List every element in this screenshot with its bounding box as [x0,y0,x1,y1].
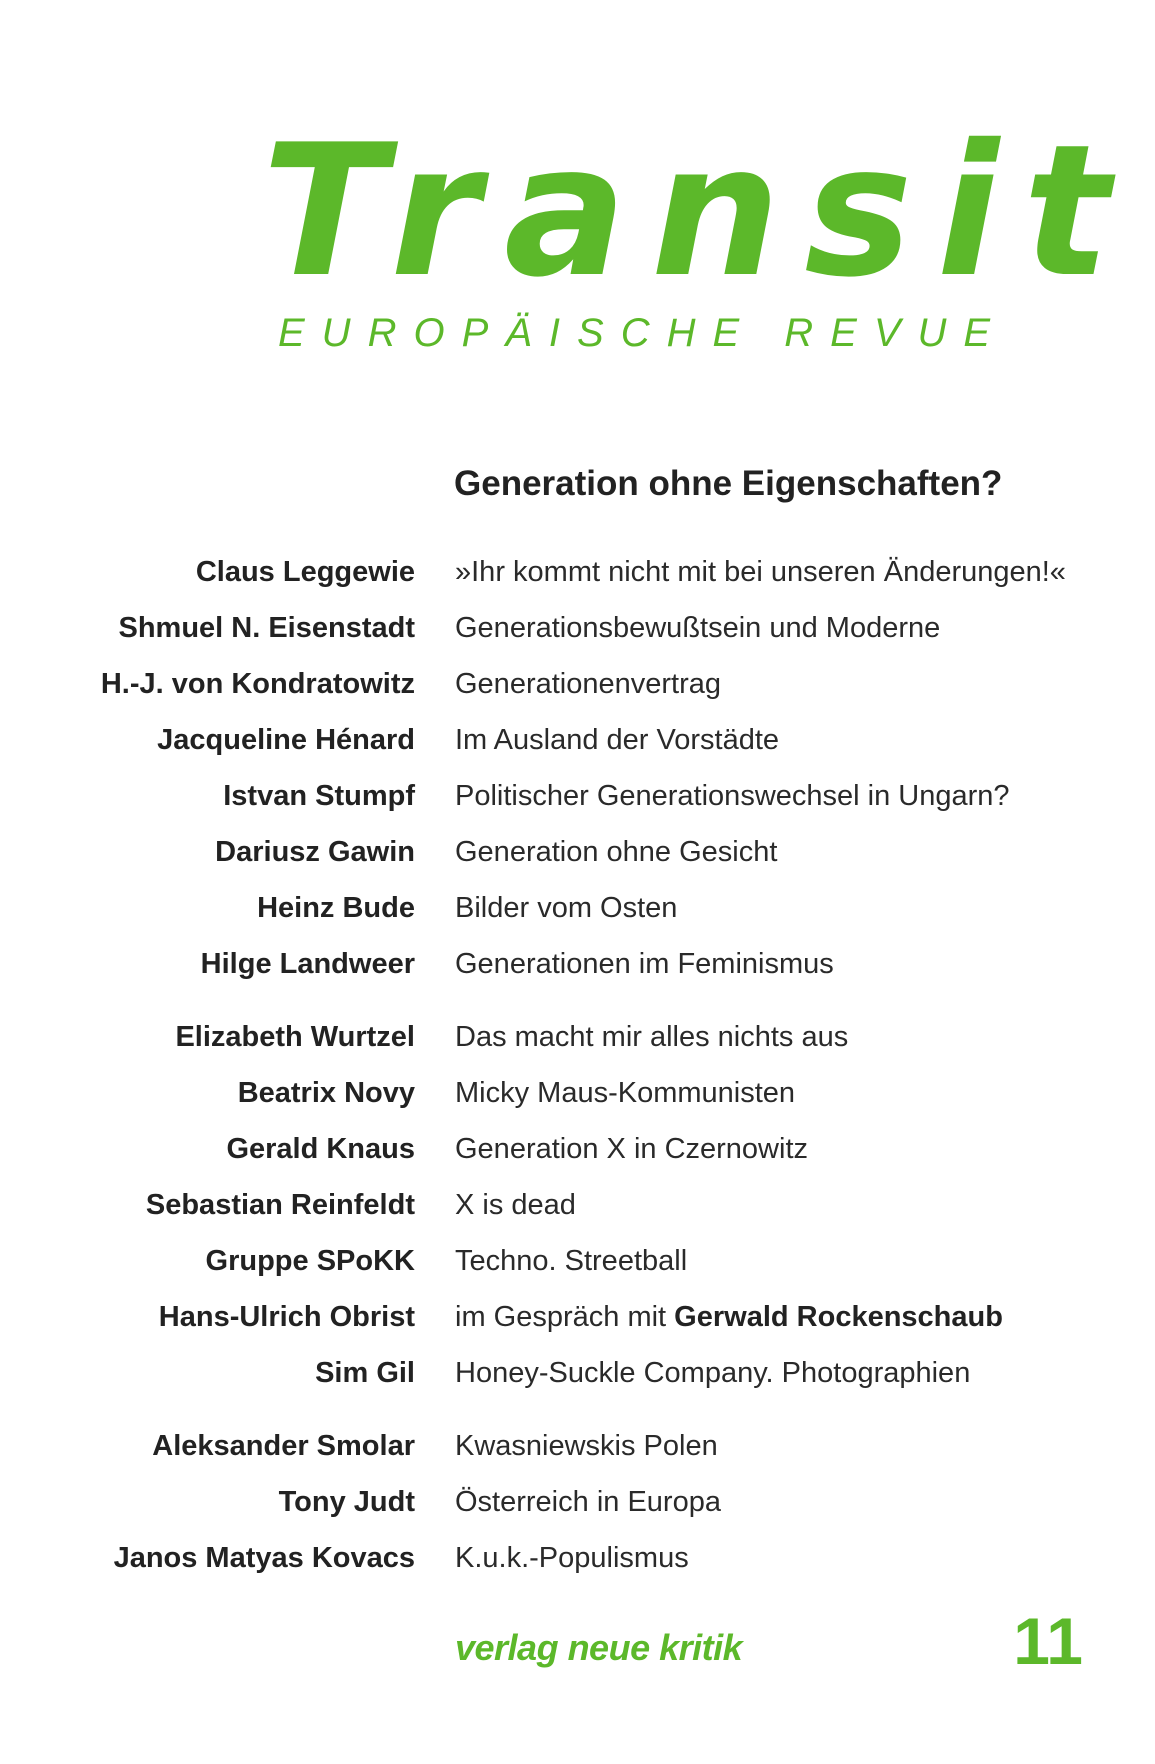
toc-row [0,720,1155,760]
toc-row [0,608,1155,648]
toc-article-title: Micky Maus-Kommunisten [455,1077,796,1109]
toc-author: Hilge Landweer [200,948,415,980]
toc-author: Jacqueline Hénard [157,724,415,756]
publisher-name: verlag neue kritik [455,1627,743,1668]
toc-article-title: Generationsbewußtsein und Moderne [455,612,941,644]
toc-author: Istvan Stumpf [223,780,415,812]
toc-row [0,552,1155,592]
toc-author: Sim Gil [315,1357,415,1389]
toc-article-title: Generationen im Feminismus [455,948,834,980]
toc-row [0,1241,1155,1281]
toc-article-title: Politischer Generationswechsel in Ungarn? [455,780,1010,812]
toc-row [0,1482,1155,1522]
toc-author: Gerald Knaus [226,1133,415,1165]
toc-row [0,1073,1155,1113]
toc-article-title: Bilder vom Osten [455,892,678,924]
journal-title: Transit [262,105,1135,317]
toc-row [0,832,1155,872]
toc-row [0,1538,1155,1578]
toc-article-title: Honey-Suckle Company. Photographien [455,1357,971,1389]
toc-article-title: X is dead [455,1189,576,1221]
toc-author: Janos Matyas Kovacs [113,1542,415,1574]
toc-article-title: Generation X in Czernowitz [455,1133,808,1165]
toc-article-title: Techno. Streetball [455,1245,688,1277]
toc-article-title: Generation ohne Gesicht [455,836,778,868]
toc-row [0,1017,1155,1057]
toc-row [0,944,1155,984]
toc-author: Dariusz Gawin [215,836,415,868]
toc-article-title: Österreich in Europa [455,1486,721,1518]
toc-article-title: Das macht mir alles nichts aus [455,1021,849,1053]
toc-author: H.-J. von Kondratowitz [100,668,415,700]
toc-author: Aleksander Smolar [152,1430,415,1462]
toc-author: Shmuel N. Eisenstadt [118,612,415,644]
toc-row [0,664,1155,704]
toc-article-title: Kwasniewskis Polen [455,1430,718,1462]
toc-author: Gruppe SPoKK [205,1245,415,1277]
issue-number: 11 [1013,1604,1083,1678]
toc-row [0,1426,1155,1466]
toc-row [0,888,1155,928]
toc-article-title: »Ihr kommt nicht mit bei unseren Änderungen!« [455,556,1066,588]
toc-author: Claus Leggewie [195,556,415,588]
toc-author: Tony Judt [278,1486,415,1518]
toc-row [0,1185,1155,1225]
toc-article-title: K.u.k.-Populismus [455,1542,689,1574]
toc-author: Hans-Ulrich Obrist [158,1301,415,1333]
journal-subtitle: EUROPÄISCHE REVUE [278,311,1008,355]
toc-article-title-prefix: im Gespräch mit [455,1301,667,1333]
toc-author: Beatrix Novy [237,1077,415,1109]
toc-article-title: Generationenvertrag [455,668,721,700]
toc-author: Heinz Bude [257,892,415,924]
toc-row [0,1297,1155,1337]
toc-row [0,1129,1155,1169]
toc-row [0,776,1155,816]
toc-row [0,1353,1155,1393]
toc-article-title: Im Ausland der Vorstädte [455,724,780,756]
toc-author: Sebastian Reinfeldt [145,1189,415,1221]
toc-article-title [455,1297,1003,1337]
toc-author: Elizabeth Wurtzel [175,1021,415,1053]
toc-interviewee: Gerwald Rockenschaub [674,1301,1003,1333]
issue-heading: Generation ohne Eigenschaften? [454,464,1003,503]
